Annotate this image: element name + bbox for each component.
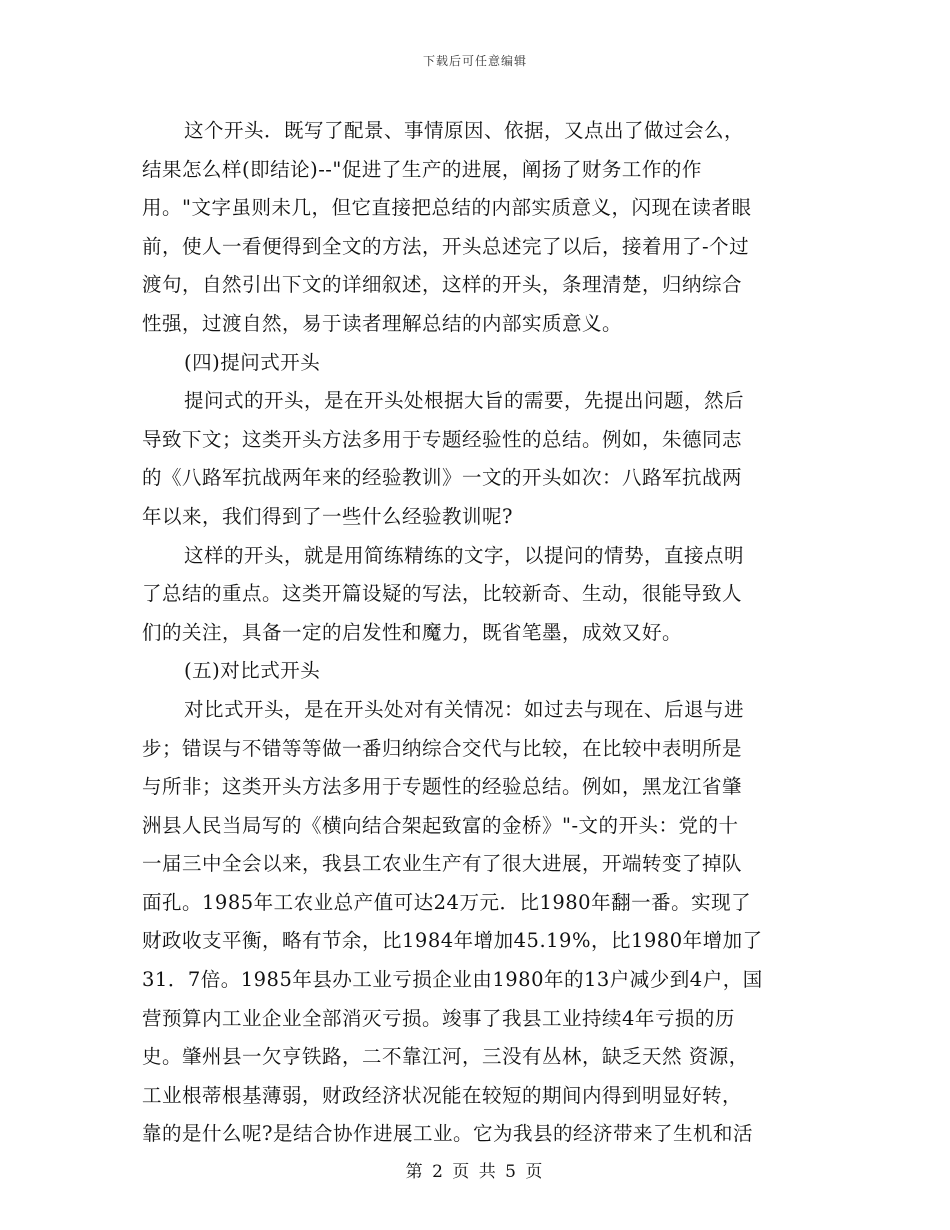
paragraph-line: 洲县人民当局写的《横向结合架起致富的金桥》"-文的开头：党的十 [142, 813, 739, 837]
paragraph-line: 这个开头．既写了配景、事情原因、依据，又点出了做过会么， [184, 119, 745, 142]
document-body [142, 112, 814, 1154]
paragraph-line: 们的关注，具备一定的启发性和魔力，既省笔墨，成效又好。 [142, 620, 683, 644]
paragraph-line: 一届三中全会以来，我县工农业生产有了很大进展，开端转变了掉队 [142, 852, 743, 876]
paragraph-line: 31．7倍。1985年县办工业亏损企业由1980年的13户减少到4户，国 [142, 968, 763, 992]
paragraph-line: 营预算内工业企业全部消灭亏损。竣事了我县工业持续4年亏损的历 [142, 1006, 735, 1030]
section-heading: (四)提问式开头 [184, 350, 321, 374]
paragraph-line: 性强，过渡自然，易于读者理解总结的内部实质意义。 [142, 311, 623, 335]
paragraph-line: 对比式开头，是在开头处对有关情况：如过去与现在、后退与进 [184, 697, 745, 721]
paragraph-line: 工业根蒂根基薄弱，财政经济状况能在较短的期间内得到明显好转， [142, 1083, 743, 1107]
page-number: 第 2 页 共 5 页 [405, 1162, 545, 1182]
paragraph-line: 财政收支平衡，略有节余，比1984年增加45.19%，比1980年增加了 [142, 929, 763, 953]
paragraph-line: 年以来，我们得到了一些什么经验教训呢? [142, 504, 513, 528]
paragraph-line: 导致下文；这类开头方法多用于专题经验性的总结。例如，朱德同志 [142, 427, 743, 451]
paragraph-line: 前，使人一看便得到全文的方法，开头总述完了以后，接着用了-个过 [142, 234, 750, 258]
paragraph-line: 面孔。1985年工农业总产值可达24万元．比1980年翻一番。实现了 [142, 890, 752, 914]
paragraph-line: 用。"文字虽则未几，但它直接把总结的内部实质意义，闪现在读者眼 [142, 196, 752, 220]
paragraph-line: 了总结的重点。这类开篇设疑的写法，比较新奇、生动，很能导致人 [142, 582, 743, 606]
paragraph-line: 步；错误与不错等等做一番归纳综合交代与比较，在比较中表明所是 [142, 736, 743, 760]
paragraph-line: 渡句，自然引出下文的详细叙述，这样的开头，条理清楚，归纳综合 [142, 273, 743, 297]
page-header: 下载后可任意编辑 [422, 54, 527, 68]
paragraph-line: 这样的开头，就是用简练精练的文字，以提问的情势，直接点明 [184, 543, 745, 567]
paragraph-line: 与所非；这类开头方法多用于专题性的经验总结。例如，黑龙江省肇 [142, 775, 743, 799]
paragraph-line: 靠的是什么呢?是结合协作进展工业。它为我县的经济带来了生机和活 [142, 1122, 753, 1146]
paragraph-line: 结果怎么样(即结论)--"促进了生产的进展，阐扬了财务工作的作 [142, 157, 702, 181]
paragraph-line: 的《八路军抗战两年来的经验教训》一文的开头如次：八路军抗战两 [142, 466, 743, 490]
section-heading: (五)对比式开头 [184, 659, 321, 683]
paragraph-line: 史。肇州县一欠亨铁路，二不靠江河，三没有丛林，缺乏天然 资源， [142, 1045, 749, 1069]
paragraph-line: 提问式的开头，是在开头处根据大旨的需要，先提出问题，然后 [184, 389, 745, 413]
